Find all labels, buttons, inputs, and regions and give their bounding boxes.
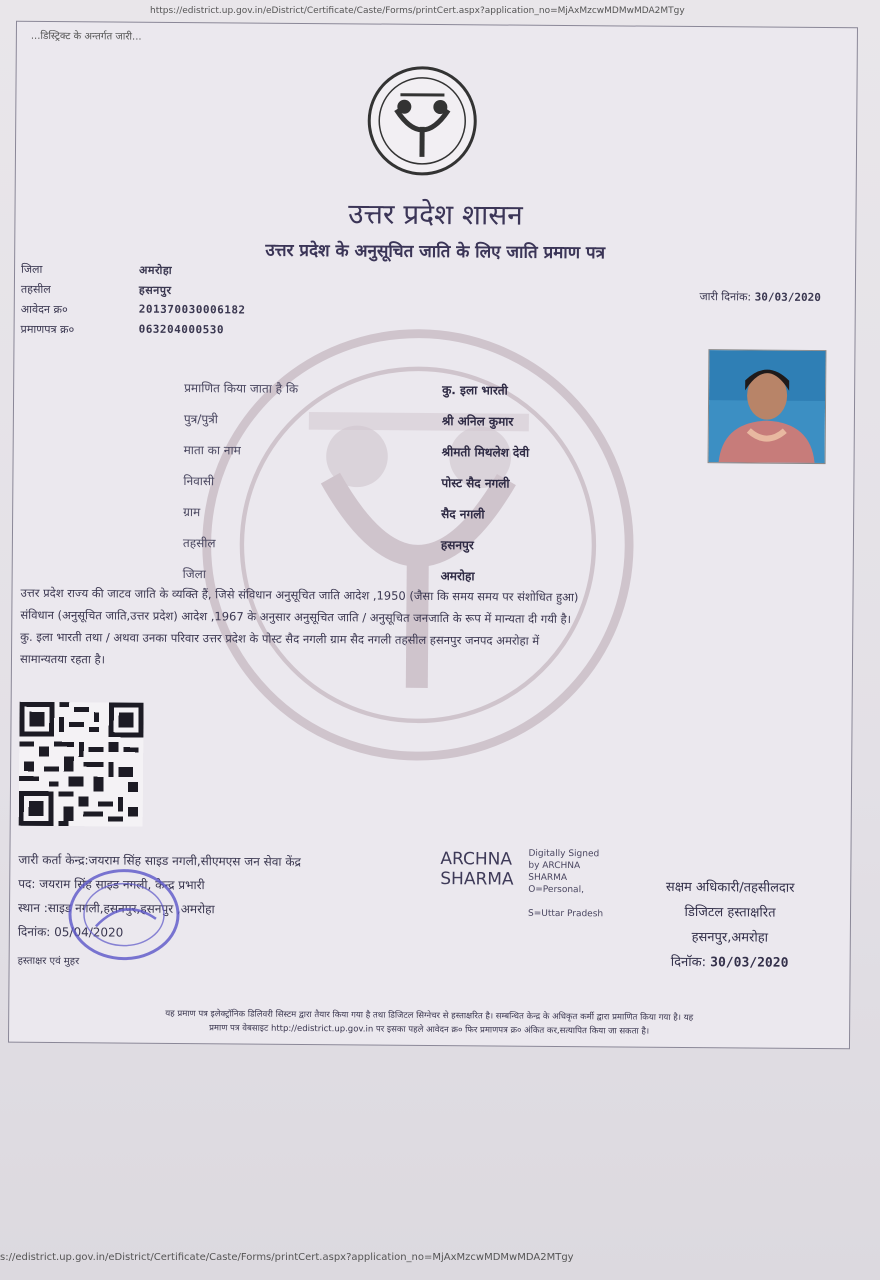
signature-meta-line: S=Uttar Pradesh — [527, 908, 604, 920]
issue-date — [699, 289, 821, 305]
applicant-details — [182, 379, 529, 599]
detail-value: अमरोहा — [440, 569, 475, 584]
verification-footnote — [13, 1006, 845, 1041]
issue-date-value: 30/03/2020 — [754, 290, 821, 305]
detail-row — [184, 379, 530, 413]
paragraph-line: कु. इला भारती तथा / अथवा उनका परिवार उत्तर प्रदेश के पोस्ट सैद नगली ग्राम सैद नगली तहसील हसनपुर जनपद अमरोहा में — [20, 629, 540, 648]
paragraph-line: सामान्यतया रहता है। — [19, 651, 106, 667]
signature-meta-line: by ARCHNA — [528, 860, 581, 872]
competent-authority — [610, 874, 851, 976]
detail-value: श्री अनिल कुमार — [441, 414, 514, 429]
meta-row — [20, 322, 245, 344]
government-title: उत्तर प्रदेश शासन — [348, 197, 523, 232]
signer-name-line: SHARMA — [440, 869, 514, 890]
detail-label: माता का नाम — [183, 443, 241, 458]
detail-value: सैद नगली — [441, 507, 485, 522]
issuer-post: पद: जयराम सिंह साइड नगली, केन्द्र प्रभारी — [18, 876, 205, 893]
detail-row — [184, 410, 530, 444]
subheader-text: ...डिस्ट्रिक्ट के अन्तर्गत जारी... — [30, 30, 142, 43]
meta-row — [21, 302, 246, 324]
detail-row — [183, 472, 529, 506]
detail-row — [183, 534, 529, 568]
issuer-center: जारी कर्ता केन्द्र:जयराम सिंह साइड नगली,सीएमएस जन सेवा केंद्र — [18, 852, 302, 869]
meta-value: 201370030006182 — [138, 302, 246, 317]
signature-meta-line: O=Personal, — [528, 884, 584, 896]
detail-label: ग्राम — [183, 505, 201, 520]
authority-date-label: दिनॉक: — [670, 954, 707, 971]
paragraph-line: संविधान (अनुसूचित जाति,उत्तर प्रदेश) आदेश ,1967 के अनुसार अनुसूचित जाति / अनुसूचित जनजाति के रूप में मान्यता दी गयी है। — [20, 607, 572, 627]
browser-url-bottom: s://edistrict.up.gov.in/eDistrict/Certificate/Caste/Forms/printCert.aspx?application_no=MjAxMzcwMDMwMDA2MTgy — [0, 1252, 574, 1263]
signer-name-line: ARCHNA — [440, 849, 513, 870]
footnote-line: यह प्रमाण पत्र इलेक्ट्रॉनिक डिलिवरी सिस्टम द्वारा तैयार किया गया है तथा डिजिटल सिग्नेचर से हस्ताक्षरित है। सम्बन्धित केन्द्र के अधिकृत कर्मी द्वारा प्रमाणित किया गया है। यह — [165, 1008, 694, 1024]
detail-row — [183, 441, 529, 475]
meta-value: अमरोहा — [139, 263, 173, 277]
signature-meta-line — [528, 896, 603, 909]
authority-digital-signed: डिजिटल हस्ताक्षरित — [684, 904, 776, 921]
meta-row — [21, 282, 246, 304]
certificate-title: उत्तर प्रदेश के अनुसूचित जाति के लिए जाति प्रमाण पत्र — [265, 240, 606, 264]
detail-value: कु. इला भारती — [442, 383, 508, 398]
signature-seal-label: हस्ताक्षर एवं मुहर — [17, 955, 80, 968]
detail-label: प्रमाणित किया जाता है कि — [184, 381, 299, 396]
detail-value: हसनपुर — [440, 538, 474, 553]
authority-date — [610, 949, 850, 976]
detail-label: तहसील — [182, 536, 216, 551]
issue-date-label: जारी दिनांक: — [699, 290, 752, 304]
signature-meta-line: SHARMA — [528, 872, 568, 884]
paragraph-line: उत्तर प्रदेश राज्य की जाटव जाति के व्यक्ति हैं, जिसे संविधान अनुसूचित जाति आदेश ,1950 (जैसा कि समय समय पर संशोधित हुआ) — [20, 585, 579, 605]
meta-label: प्रमाणपत्र क्र० — [20, 322, 75, 337]
applicant-photo — [708, 349, 827, 464]
issuer-place: स्थान :साइड नगली,हसनपुर,हसनपुर ,अमरोहा — [17, 900, 215, 917]
meta-value: हसनपुर — [138, 283, 172, 297]
detail-label: निवासी — [183, 474, 215, 489]
detail-label: पुत्र/पुत्री — [183, 412, 218, 427]
detail-value: पोस्ट सैद नगली — [441, 476, 510, 491]
detail-value: श्रीमती मिथलेश देवी — [441, 445, 530, 460]
up-government-seal-icon — [366, 64, 479, 177]
authority-location: हसनपुर,अमरोहा — [691, 930, 769, 946]
issuer-date: दिनांक: 05/04/2020 — [17, 924, 124, 940]
browser-url-top: https://edistrict.up.gov.in/eDistrict/Certificate/Caste/Forms/printCert.aspx?application_no=MjAxMzcwMDMwMDA2MTgy — [150, 6, 685, 16]
digital-signature-meta — [528, 848, 604, 921]
detail-row — [183, 503, 529, 537]
certificate — [8, 21, 858, 1050]
certification-paragraph — [20, 582, 825, 676]
round-stamp-icon — [66, 866, 183, 963]
meta-label: तहसील — [20, 282, 51, 296]
meta-label: आवेदन क्र० — [20, 302, 68, 317]
qr-code-icon — [19, 702, 144, 827]
meta-label: जिला — [21, 262, 43, 276]
signature-meta-line: Digitally Signed — [528, 848, 600, 860]
authority-date-value: 30/03/2020 — [710, 955, 789, 971]
digital-signer-name — [440, 849, 514, 890]
authority-designation: सक्षम अधिकारी/तहसीलदार — [665, 879, 795, 896]
footnote-line: प्रमाण पत्र वेबसाइट http://edistrict.up.gov.in पर इसका पहले आवेदन क्र० फिर प्रमाणपत्र क्र० अंकित कर,सत्यापित किया जा सकता है। — [209, 1023, 650, 1037]
meta-row — [21, 262, 246, 284]
meta-value: 063204000530 — [138, 322, 225, 337]
detail-label: जिला — [182, 567, 206, 582]
certificate-meta — [20, 262, 245, 344]
